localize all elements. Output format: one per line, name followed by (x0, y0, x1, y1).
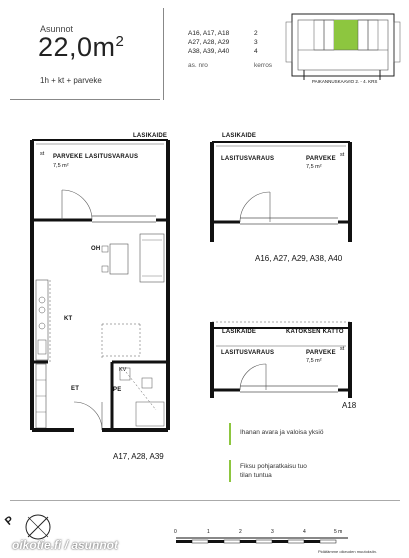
main-parveke-label: PARVEKE (53, 154, 83, 160)
room-layout: 1h + kt + parveke (40, 76, 102, 85)
room-label-kv: KV (119, 367, 127, 373)
main-apartment-caption: A17, A28, A39 (113, 452, 164, 461)
footer-divider (10, 500, 400, 501)
room-label-kt: KT (64, 316, 73, 322)
alt2-st-label: st (340, 346, 345, 352)
apt-col-label-numbers: as. nro (188, 62, 208, 69)
main-lasikaide-label: LASIKAIDE (133, 133, 168, 139)
feature-1-line1: Ihanan avara ja valoisa yksiö (240, 429, 324, 436)
scale-tick-0: 0 (174, 529, 177, 535)
apt-col-label-floor: kerros (254, 62, 273, 69)
scale-tick-1: 1 (207, 529, 210, 535)
alt2-parveke-label: PARVEKE (306, 350, 336, 356)
main-floor-plan (28, 130, 188, 450)
alt1-lasikaide-label: LASIKAIDE (222, 133, 257, 139)
header-vertical-divider (163, 8, 164, 100)
room-label-et: ET (71, 386, 80, 392)
alt1-parveke-area: 7,5 m² (306, 164, 322, 170)
alt2-parveke-area: 7,5 m² (306, 358, 322, 364)
feature-2-line2: tilan tuntua (240, 472, 272, 479)
main-parveke-area: 7,5 m² (53, 163, 69, 169)
alt-plan-1 (206, 132, 356, 248)
alt2-lasitusvaraus-label: LASITUSVARAUS (221, 350, 275, 356)
alt2-lasikaide-label: LASIKAIDE (222, 329, 257, 335)
main-lasitusvaraus-label: LASITUSVARAUS (85, 154, 139, 160)
alt1-st-label: st (340, 152, 345, 158)
scale-bar (172, 530, 352, 550)
alt1-apartment-caption: A16, A27, A29, A38, A40 (255, 254, 343, 263)
keyplan-caption: PAIKANNUSKAAVIO 2. - 4. KRS (312, 79, 378, 84)
scale-tick-4: 4 (303, 529, 306, 535)
scale-tick-3: 3 (271, 529, 274, 535)
header-divider (10, 99, 160, 100)
apartment-table (188, 29, 273, 69)
apartment-area (38, 32, 124, 63)
main-st-label-left: st (40, 151, 45, 157)
compass-north-label: P (3, 514, 17, 528)
scale-tick-2: 2 (239, 529, 242, 535)
apt-row-1-floor: 2 (254, 30, 258, 37)
room-label-pe: PE (113, 387, 122, 393)
scale-tick-5: 5 m (334, 529, 343, 535)
feature-item-2 (240, 462, 307, 480)
alt2-katoksen-katto-label: KATOKSEN KATTO (286, 329, 344, 335)
alt1-parveke-label: PARVEKE (306, 156, 336, 162)
keyplan-diagram (284, 8, 402, 90)
apt-row-1-numbers: A16, A17, A18 (188, 30, 230, 37)
apt-row-3-numbers: A38, A39, A40 (188, 48, 230, 55)
apt-row-2-floor: 3 (254, 39, 258, 46)
feature-accent-bar-1 (229, 423, 231, 445)
feature-2-line1: Fiksu pohjaratkaisu tuo (240, 463, 307, 470)
area-exponent: 2 (115, 33, 125, 50)
feature-item-1 (240, 428, 323, 437)
room-label-oh: OH (91, 246, 101, 252)
feature-accent-bar-2 (229, 460, 231, 482)
apt-row-3-floor: 4 (254, 48, 258, 55)
watermark: oikotie.fi / asunnot (12, 538, 119, 552)
alt2-apartment-caption: A18 (342, 401, 357, 410)
alt1-lasitusvaraus-label: LASITUSVARAUS (221, 156, 275, 162)
area-value: 22,0m (38, 32, 116, 62)
legal-notice: Pidätämme oikeuden muutoksiin. (318, 549, 377, 554)
apartment-type-label: Asunnot (40, 24, 74, 34)
apt-row-2-numbers: A27, A28, A29 (188, 39, 230, 46)
